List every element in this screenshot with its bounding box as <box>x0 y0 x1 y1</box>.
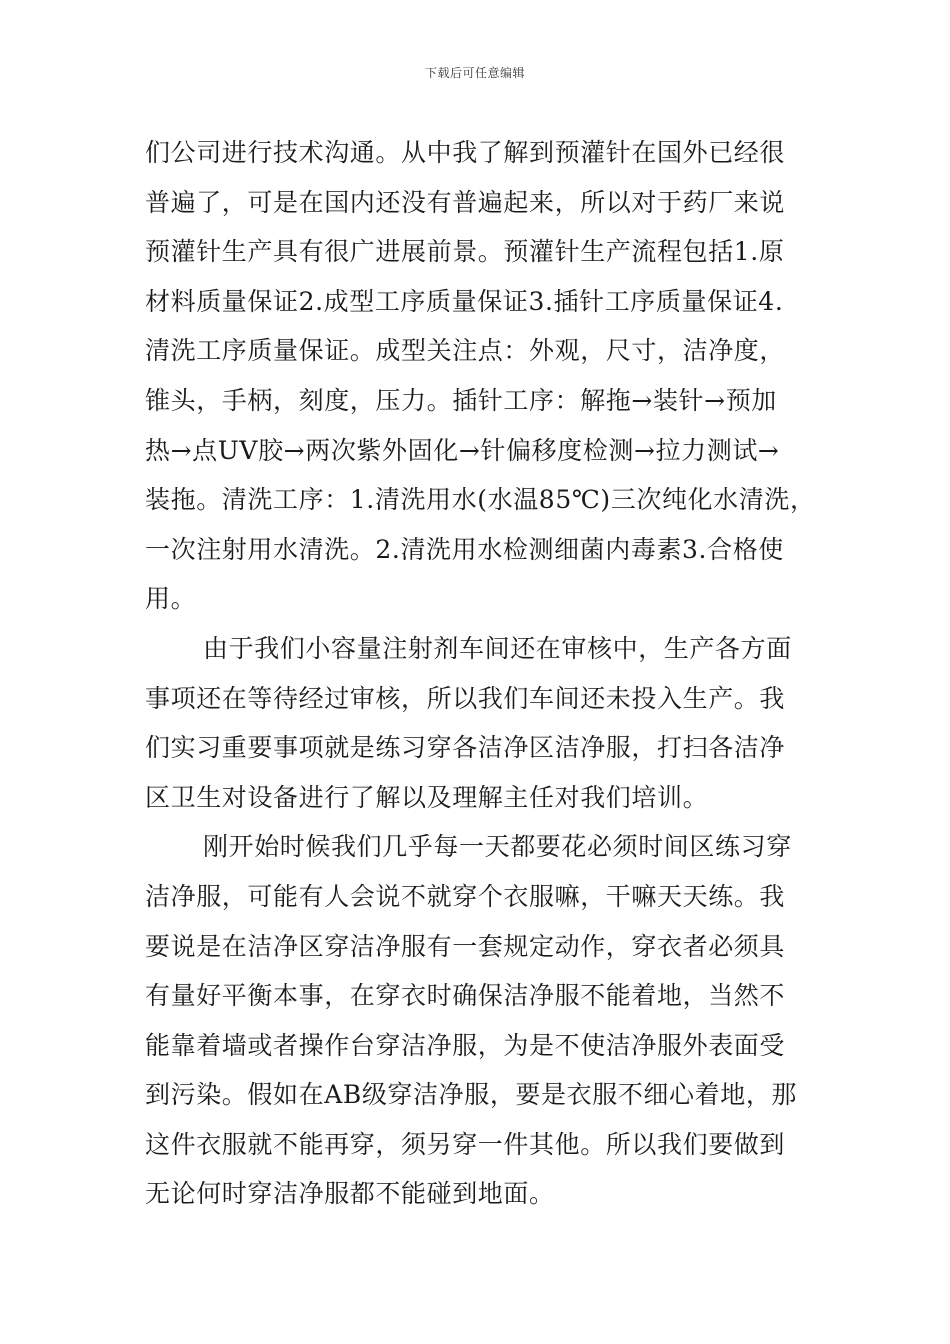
text-line: 有量好平衡本事，在穿衣时确保洁净服不能着地，当然不 <box>145 981 786 1011</box>
text-line: 刚开始时候我们几乎每一天都要花必须时间区练习穿 <box>203 832 792 862</box>
document-body <box>145 128 816 1219</box>
text-line: 能靠着墙或者操作台穿洁净服，为是不使洁净服外表面受 <box>145 1030 786 1060</box>
text-line: 清洗工序质量保证。成型关注点：外观，尺寸，洁净度， <box>145 336 786 366</box>
text-line: 普遍了，可是在国内还没有普遍起来，所以对于药厂来说 <box>145 187 786 217</box>
text-line: 用。 <box>145 584 197 614</box>
paragraph-3 <box>145 822 810 1219</box>
paragraph-2 <box>145 624 810 822</box>
text-line: 们实习重要事项就是练习穿各洁净区洁净服，打扫各洁净 <box>145 733 786 763</box>
text-line: 热→点UV胶→两次紫外固化→针偏移度检测→拉力测试→ <box>145 435 780 465</box>
text-line: 到污染。假如在AB级穿洁净服，要是衣服不细心着地，那 <box>145 1080 798 1110</box>
page-header-note: 下载后可任意编辑 <box>424 66 525 80</box>
text-line: 事项还在等待经过审核，所以我们车间还未投入生产。我 <box>145 683 786 713</box>
text-line: 这件衣服就不能再穿，须另穿一件其他。所以我们要做到 <box>145 1129 786 1159</box>
text-line: 锥头，手柄，刻度，压力。插针工序：解拖→装针→预加 <box>145 385 777 415</box>
paragraph-1 <box>145 128 816 624</box>
text-line: 无论何时穿洁净服都不能碰到地面。 <box>145 1179 555 1209</box>
text-line: 们公司进行技术沟通。从中我了解到预灌针在国外已经很 <box>145 138 786 167</box>
text-line: 材料质量保证2.成型工序质量保证3.插针工序质量保证4. <box>145 286 784 316</box>
text-line: 区卫生对设备进行了解以及理解主任对我们培训。 <box>145 782 709 812</box>
text-line: 装拖。清洗工序：1.清洗用水(水温85℃)三次纯化水清洗， <box>145 485 816 515</box>
text-line: 预灌针生产具有很广进展前景。预灌针生产流程包括1.原 <box>145 237 785 267</box>
text-line: 由于我们小容量注射剂车间还在审核中，生产各方面 <box>203 633 792 663</box>
text-line: 洁净服，可能有人会说不就穿个衣服嘛，干嘛天天练。我 <box>145 881 786 911</box>
text-line: 要说是在洁净区穿洁净服有一套规定动作，穿衣者必须具 <box>145 931 786 961</box>
text-line: 一次注射用水清洗。2.清洗用水检测细菌内毒素3.合格使 <box>145 534 784 564</box>
